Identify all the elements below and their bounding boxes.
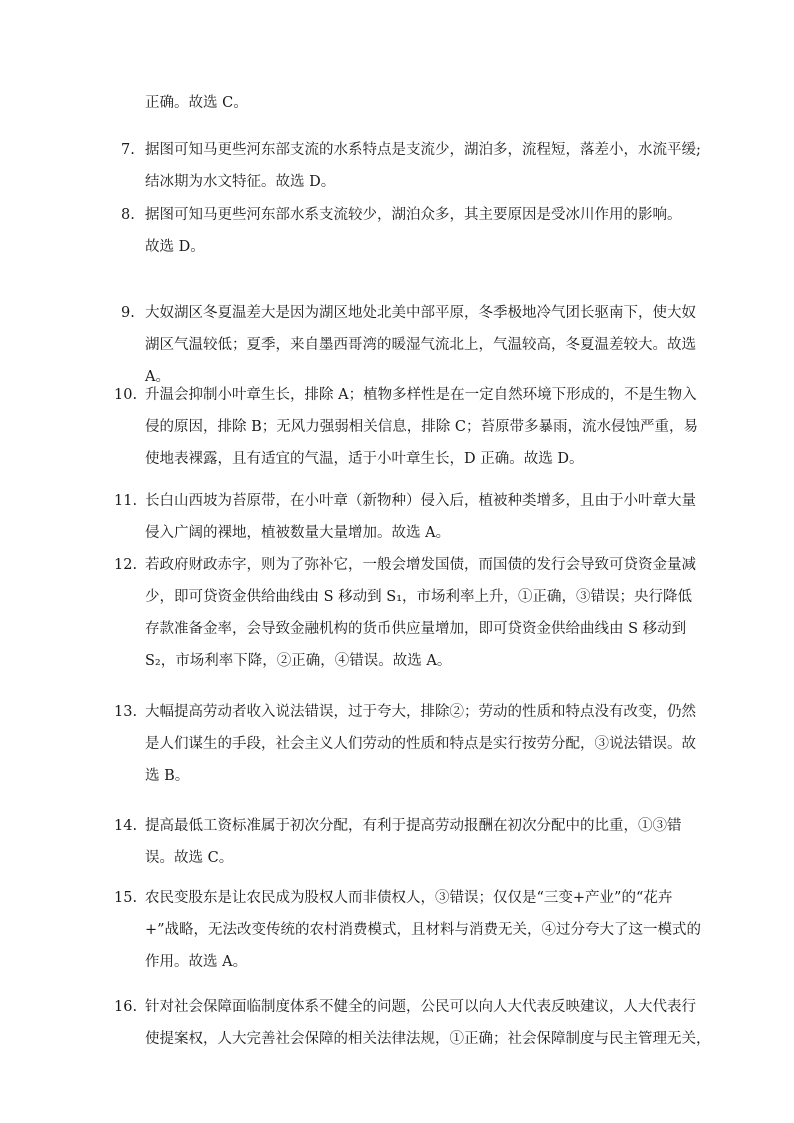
item-text-line: 侵的原因，排除 B；无风力强弱相关信息，排除 C；苔原带多暴雨，流水侵蚀严重，易 [145,419,698,435]
item-text-line: 故选 D。 [145,239,205,255]
item-text-line: 少，即可贷资金供给曲线由 S 移动到 S₁，市场利率上升，①正确，③错误；央行降低 [145,589,693,605]
item-text-line: 作用。故选 A。 [145,954,248,970]
item-text-line: 侵入广阔的裸地，植被数量大量增加。故选 A。 [145,525,451,541]
item-text-line: 据图可知马更些河东部水系支流较少，湖泊众多，其主要原因是受冰川作用的影响。 [145,207,682,223]
item-text-line: 湖区气温较低；夏季，来自墨西哥湾的暖湿气流北上，气温较高，冬夏温差较大。故选 [145,337,696,353]
item-text-line: 使地表裸露，且有适宜的气温，适于小叶章生长，D 正确。故选 D。 [145,451,584,467]
item-text-line: 误。故选 C。 [145,850,234,866]
item-text-line: 升温会抑制小叶章生长，排除 A；植物多样性是在一定自然环境下形成的，不是生物入 [145,387,697,403]
item-number: 14. [114,818,138,834]
item-text-line: 提高最低工资标准属于初次分配，有利于提高劳动报酬在初次分配中的比重，①③错 [145,818,682,834]
item-text-line: 据图可知马更些河东部支流的水系特点是支流少，湖泊多，流程短，落差小，水流平缓; [145,142,701,158]
item-text-line: 农民变股东是让农民成为股权人而非债权人，③错误；仅仅是“三变+产业”的“花卉 [145,890,673,906]
item-text-line: 长白山西坡为苔原带，在小叶章（新物种）侵入后，植被种类增多，且由于小叶章大量 [145,493,696,509]
item-number: 15. [114,890,138,906]
item-text-line: 存款准备金率，会导致金融机构的货币供应量增加，即可贷资金供给曲线由 S 移动到 [145,621,687,637]
item-number: 9. [121,305,135,321]
item-text-line: +”战略，无法改变传统的农村消费模式，且材料与消费无关，④过分夸大了这一模式的 [145,922,702,938]
item-text-line: 是人们谋生的手段，社会主义人们劳动的性质和特点是实行按劳分配，③说法错误。故 [145,736,696,752]
item-number: 10. [114,387,138,403]
item-number: 8. [121,207,135,223]
item-text-line: 大奴湖区冬夏温差大是因为湖区地处北美中部平原，冬季极地冷气团长驱南下，使大奴 [145,305,696,321]
item-text-line: S₂，市场利率下降，②正确，④错误。故选 A。 [145,653,452,669]
item-number: 7. [121,142,135,158]
item-text-line: 若政府财政赤字，则为了弥补它，一般会增发国债，而国债的发行会导致可贷资金量减 [145,557,696,573]
item-text-line: 大幅提高劳动者收入说法错误，过于夸大，排除②；劳动的性质和特点没有改变，仍然 [145,704,696,720]
item-text-line: A。 [145,369,170,385]
item-text-line: 针对社会保障面临制度体系不健全的问题，公民可以向人大代表反映建议，人大代表行 [145,999,696,1015]
item-number: 12. [114,557,138,573]
item-text-line: 正确。故选 C。 [145,95,248,111]
item-number: 16. [114,999,138,1015]
item-text-line: 结冰期为水文特征。故选 D。 [145,174,336,190]
item-text-line: 使提案权，人大完善社会保障的相关法律法规，①正确；社会保障制度与民主管理无关， [145,1031,711,1047]
item-text-line: 选 B。 [145,768,190,784]
item-number: 11. [114,493,138,509]
item-number: 13. [114,704,138,720]
